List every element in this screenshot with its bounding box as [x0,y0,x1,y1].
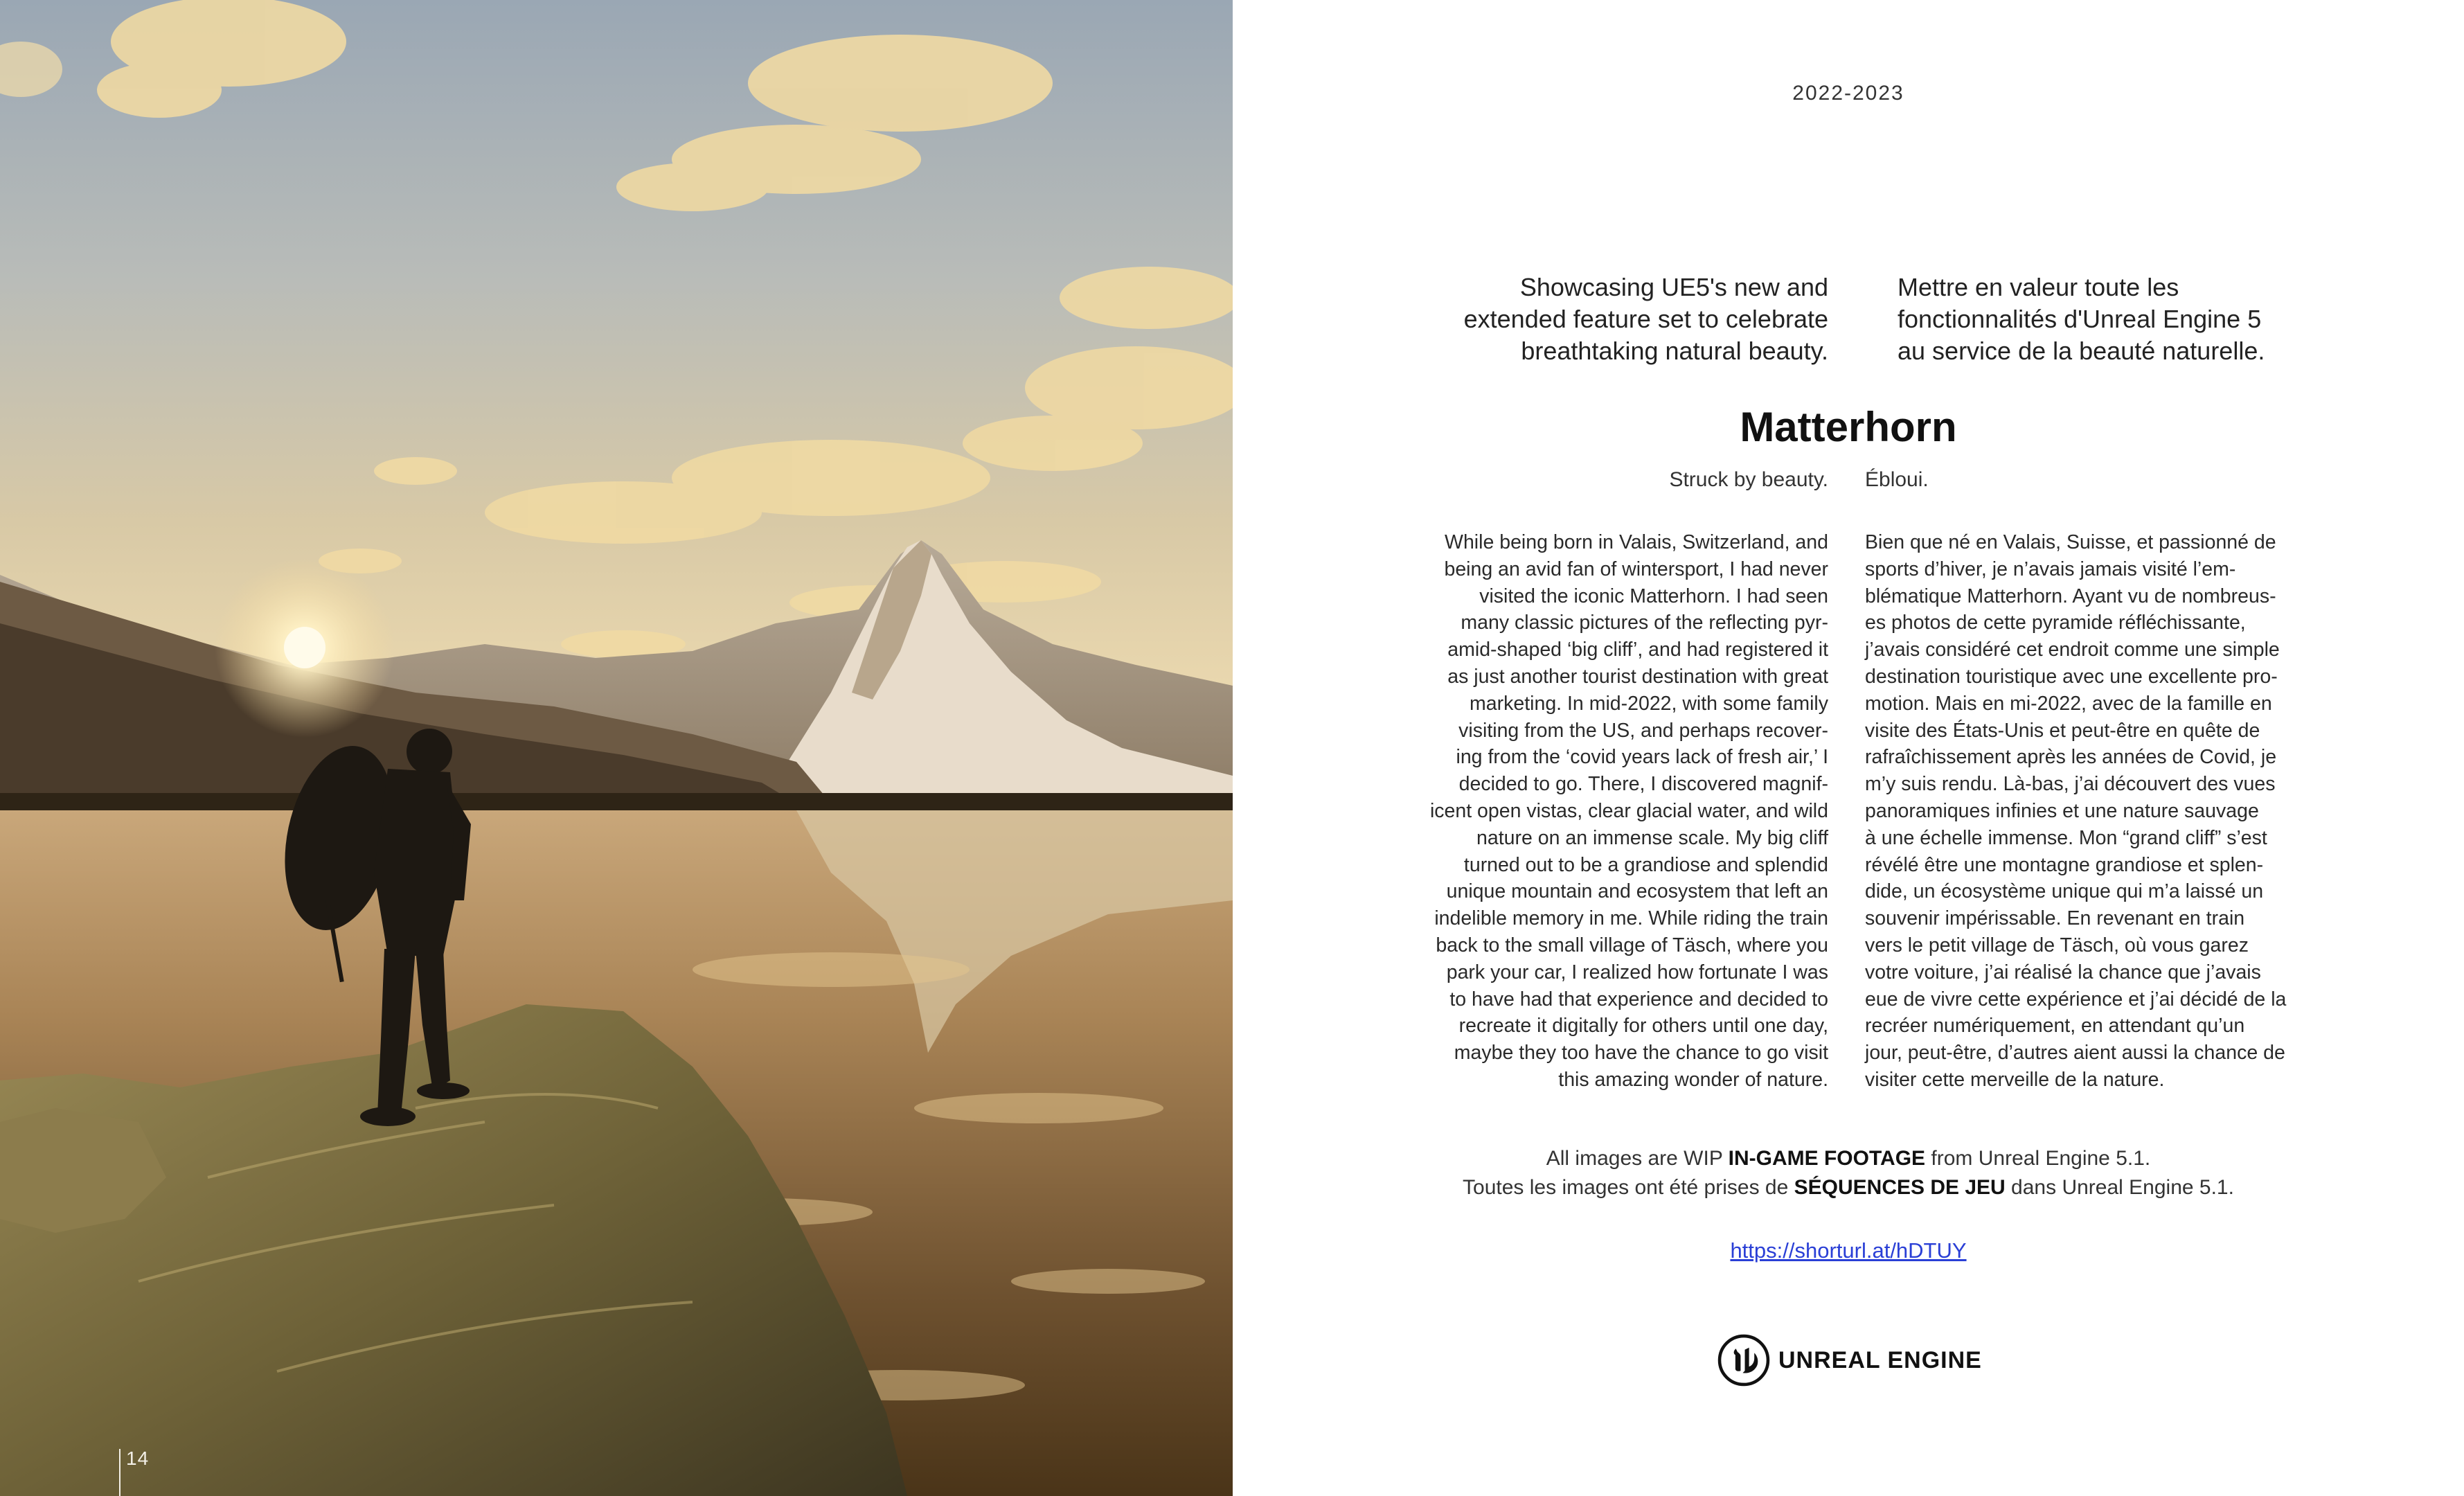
body-line: maybe they too have the chance to go visit [1454,1042,1828,1065]
footage-note-emphasis: IN-GAME FOOTAGE [1728,1147,1926,1170]
body-line: Bien que né en Valais, Suisse, et passionné de [1865,531,2276,553]
body-line: eue de vivre cette expérience et j’ai décidé de la [1865,988,2287,1010]
body-line: ing from the ‘covid years lack of fresh air,’ I [1456,746,1828,769]
body-line: nature on an immense scale. My big cliff [1476,826,1828,849]
body-line: many classic pictures of the reflecting pyr- [1461,612,1828,634]
body-line: amid-shaped ‘big cliff’, and had registered it [1447,639,1828,661]
body-line: votre voiture, j’ai réalisé la chance que j’avais [1865,961,2261,983]
body-text-french [1865,529,2307,1094]
page-title: Matterhorn [1740,404,1957,450]
tagline-french: Mettre en valeur toute les fonctionnalités d'Unreal Engine 5 au service de la beauté naturelle. [1898,273,2265,365]
body-line: park your car, I realized how fortunate I was [1446,961,1828,983]
body-line: unique mountain and ecosystem that left an [1446,880,1828,903]
body-line: destination touristique avec une excellente pro- [1865,665,2278,688]
body-line: à une échelle immense. Mon “grand cliff” s’est [1865,826,2267,849]
footage-note-emphasis: SÉQUENCES DE JEU [1794,1176,2006,1199]
body-line: rafraîchissement après les années de Covid, je [1865,746,2277,769]
body-line: visiting from the US, and perhaps recover- [1458,719,1828,742]
footage-note-text: All images are WIP [1546,1147,1729,1170]
footage-note-text: dans Unreal Engine 5.1. [2005,1176,2234,1199]
body-line: icent open vistas, clear glacial water, and wild [1429,799,1828,822]
footage-note-english [1233,1147,2464,1170]
body-line: as just another tourist destination with great [1447,665,1828,688]
short-url-link[interactable]: https://shorturl.at/hDTUY [1730,1238,1967,1263]
body-line: sports d’hiver, je n’avais jamais visité l’em- [1865,558,2236,580]
body-line: marketing. In mid-2022, with some family [1470,692,1828,715]
text-page [1233,0,2464,1496]
body-line: turned out to be a grandiose and splendid [1463,853,1828,876]
body-line: blématique Matterhorn. Ayant vu de nombreus- [1865,585,2276,607]
body-line: recreate it digitally for others until one day, [1458,1015,1828,1038]
body-line: While being born in Valais, Switzerland, and [1445,531,1828,553]
body-line: recréer numériquement, en attendant qu’un [1865,1015,2245,1038]
body-line: jour, peut-être, d’autres aient aussi la chance de [1865,1042,2285,1065]
year-range: 2022-2023 [1792,82,1904,105]
unreal-engine-logo [1717,1334,1982,1387]
footage-note-text: Toutes les images ont été prises de [1463,1176,1794,1199]
body-line: vers le petit village de Täsch, où vous garez [1865,934,2249,956]
subtitle-english: Struck by beauty. [1669,468,1828,491]
body-line: es photos de cette pyramide réfléchissante, [1865,612,2246,634]
body-line: this amazing wonder of nature. [1558,1068,1828,1091]
body-line: panoramiques infinies et une nature sauvage [1865,799,2259,822]
body-line: révélé être une montagne grandiose et splen- [1865,853,2264,876]
subtitle-french: Ébloui. [1865,468,1929,491]
body-line: decided to go. There, I discovered magnif- [1458,773,1828,796]
unreal-engine-logo-icon [1717,1334,1770,1387]
footage-note-text: from Unreal Engine 5.1. [1925,1147,2151,1170]
body-line: back to the small village of Täsch, where you [1436,934,1828,956]
body-line: being an avid fan of wintersport, I had never [1444,558,1828,580]
body-line: m’y suis rendu. Là-bas, j’ai découvert des vues [1865,773,2276,796]
body-line: visiter cette merveille de la nature. [1865,1068,2165,1091]
body-line: motion. Mais en mi-2022, avec de la famille en [1865,692,2272,715]
footage-note-french [1233,1176,2464,1200]
tagline-english: Showcasing UE5's new and extended feature set to celebrate breathtaking natural beauty. [1463,273,1828,365]
page-number: 14 [126,1448,150,1469]
body-line: indelible memory in me. While riding the train [1434,907,1828,930]
page-number-rule [119,1449,120,1496]
body-line: visited the iconic Matterhorn. I had seen [1479,585,1828,607]
unreal-engine-wordmark: UNREAL ENGINE [1778,1346,1982,1373]
body-line: visite des États-Unis et peut-être en quête de [1865,719,2260,742]
body-line: j’avais considéré cet endroit comme une simple [1865,639,2280,661]
body-line: souvenir impérissable. En revenant en train [1865,907,2245,930]
body-line: to have had that experience and decided to [1449,988,1828,1010]
body-text-english [1410,529,1828,1094]
body-line: dide, un écosystème unique qui m’a laissé un [1865,880,2264,903]
